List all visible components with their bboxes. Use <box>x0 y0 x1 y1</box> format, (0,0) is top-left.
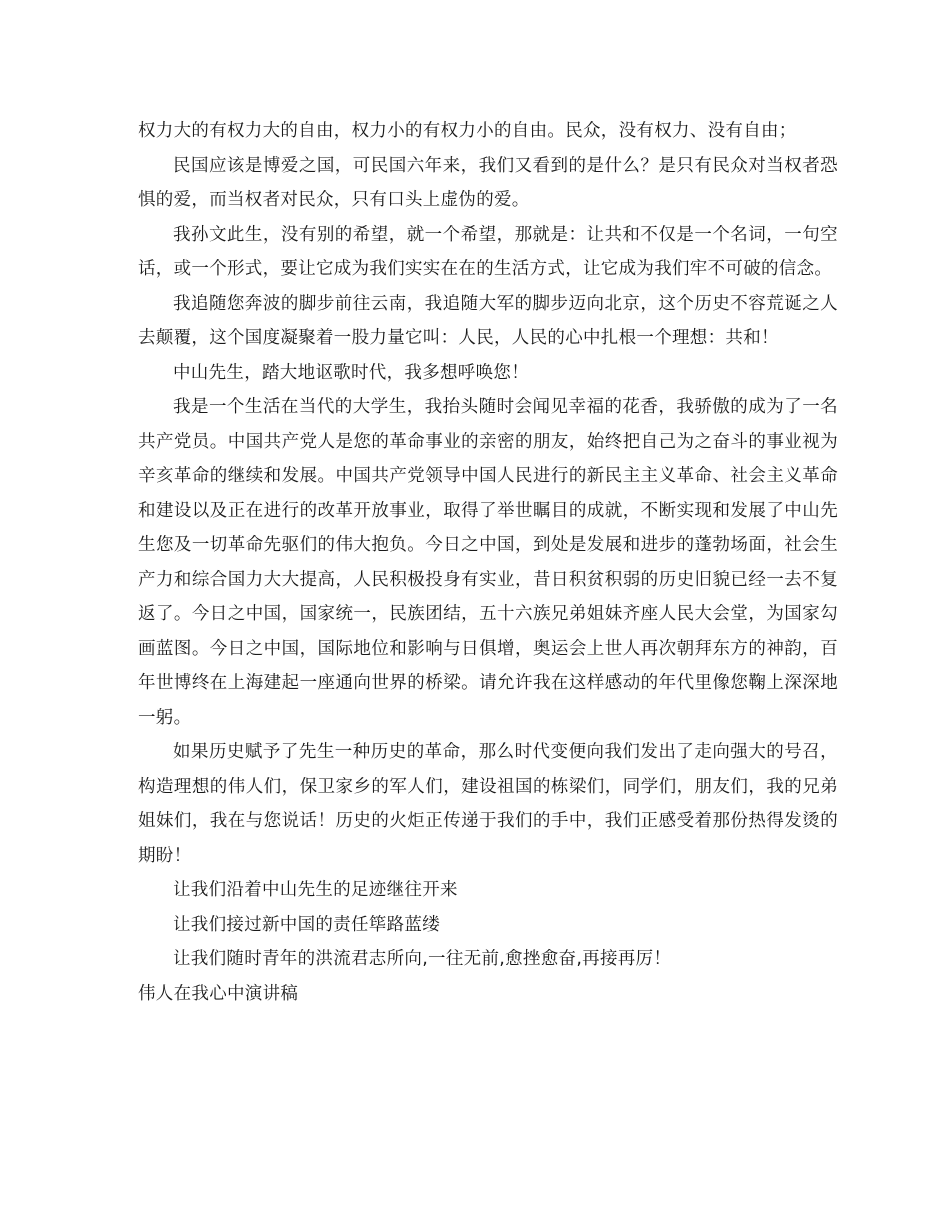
paragraph-7: 如果历史赋予了先生一种历史的革命，那么时代变便向我们发出了走向强大的号召，构造理想的伟人们，保卫家乡的军人们，建设祖国的栋梁们，同学们，朋友们，我的兄弟姐妹们，我在与您说话！历史的火炬正传递于我们的手中，我们正感受着那份热得发烫的期盼！ <box>138 742 838 866</box>
paragraph-4: 我追随您奔波的脚步前往云南，我追随大军的脚步迈向北京，这个历史不容荒诞之人去颠覆，这个国度凝聚着一股力量它叫：人民，人民的心中扎根一个理想：共和！ <box>138 293 838 348</box>
paragraph-3: 我孙文此生，没有别的希望，就一个希望，那就是：让共和不仅是一个名词，一句空话，或一个形式，要让它成为我们实实在在的生活方式，让它成为我们牢不可破的信念。 <box>138 224 838 279</box>
paragraph-5: 中山先生，踏大地讴歌时代，我多想呼唤您！ <box>173 362 529 383</box>
document-body <box>138 114 838 1011</box>
document-title-footer: 伟人在我心中演讲稿 <box>138 983 299 1004</box>
paragraph-2: 民国应该是博爱之国，可民国六年来，我们又看到的是什么？是只有民众对当权者恐惧的爱，而当权者对民众，只有口头上虚伪的爱。 <box>138 155 838 210</box>
paragraph-8: 让我们沿着中山先生的足迹继往开来 <box>173 880 458 900</box>
paragraph-6: 我是一个生活在当代的大学生，我抬头随时会闻见幸福的花香，我骄傲的成为了一名共产党员。中国共产党人是您的革命事业的亲密的朋友，始终把自己为之奋斗的事业视为辛亥革命的继续和发展。中国共产党领导中国人民进行的新民主主义革命、社会主义革命和建设以及正在进行的改革开放事业，取得了举世瞩目的成就，不断实现和发展了中山先生您及一切革命先驱们的伟大抱负。今日之中国，到处是发展和进步的蓬勃场面，社会生产力和综合国力大大提高，人民积极投身有实业，昔日积贫积弱的历史旧貌已经一去不复返了。今日之中国，国家统一，民族团结，五十六族兄弟姐妹齐座人民大会堂，为国家勾画蓝图。今日之中国，国际地位和影响与日俱增，奥运会上世人再次朝拜东方的神韵，百年世博终在上海建起一座通向世界的桥梁。请允许我在这样感动的年代里像您鞠上深深地一躬。 <box>138 397 838 728</box>
paragraph-10: 让我们随时青年的洪流君志所向,一往无前,愈挫愈奋,再接再厉！ <box>173 949 672 969</box>
paragraph-9: 让我们接过新中国的责任筚路蓝缕 <box>173 914 440 935</box>
paragraph-1: 权力大的有权力大的自由，权力小的有权力小的自由。民众，没有权力、没有自由； <box>138 121 797 141</box>
